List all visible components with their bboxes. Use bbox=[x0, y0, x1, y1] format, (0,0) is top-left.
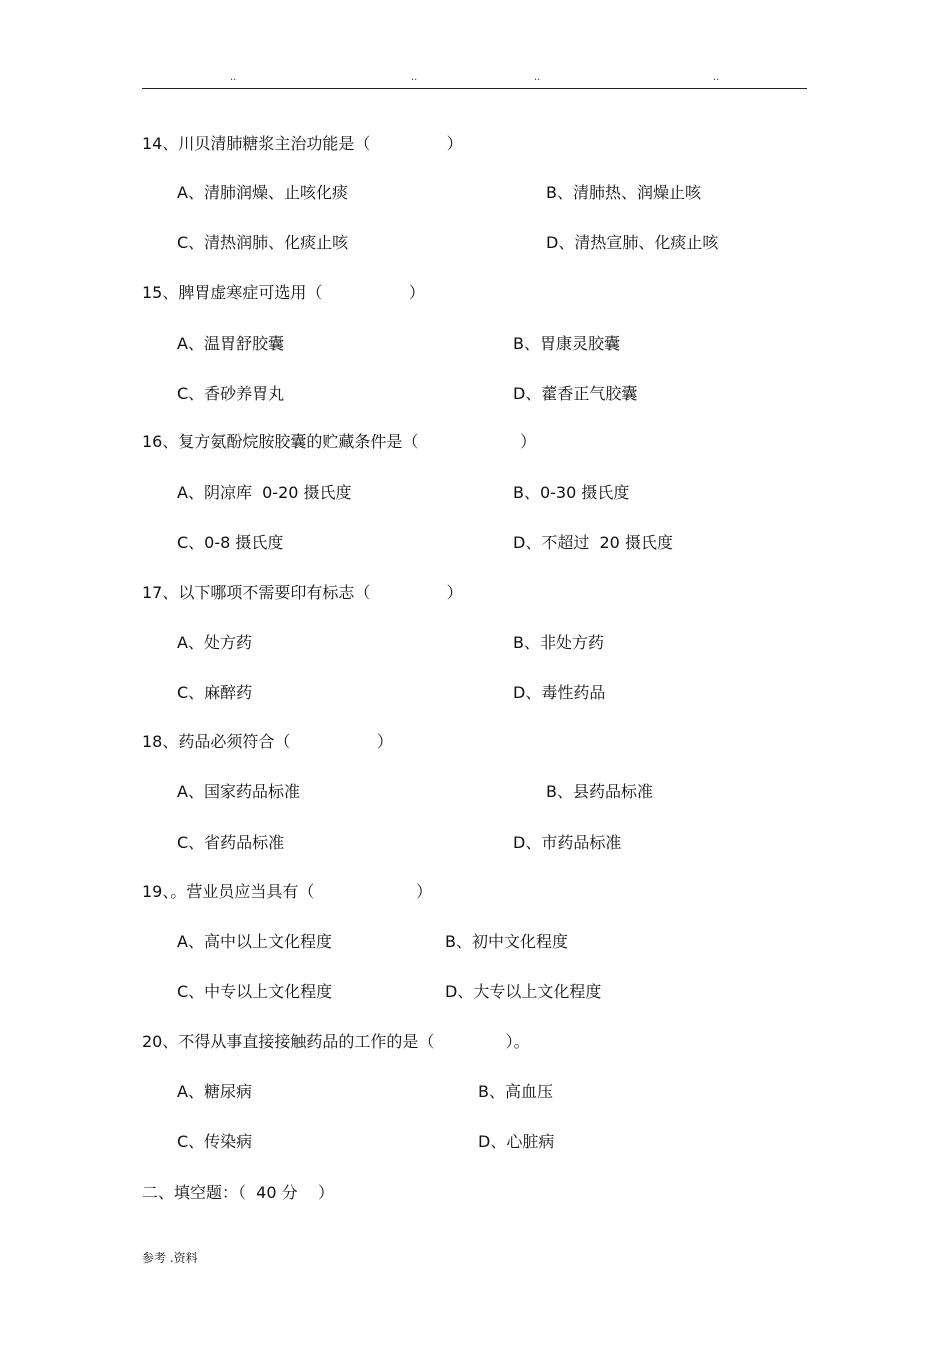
question-16-option-a: A、阴凉库 0-20 摄氏度 bbox=[177, 483, 352, 502]
question-20-stem: 20、不得从事直接接触药品的工作的是（ ）。 bbox=[142, 1032, 530, 1051]
header-dot: .. bbox=[713, 72, 720, 83]
question-17-option-c: C、麻醉药 bbox=[177, 683, 253, 702]
question-15-option-d: D、藿香正气胶囊 bbox=[513, 384, 638, 403]
question-18-option-d: D、市药品标准 bbox=[513, 833, 622, 852]
header-dot: .. bbox=[411, 72, 418, 83]
question-18-stem: 18、药品必须符合（ ） bbox=[142, 732, 393, 751]
header-dot: .. bbox=[230, 72, 237, 83]
question-15-option-b: B、胃康灵胶囊 bbox=[513, 334, 620, 353]
header-dot: .. bbox=[534, 72, 541, 83]
question-17-stem: 17、以下哪项不需要印有标志（ ） bbox=[142, 583, 463, 602]
question-16-stem: 16、复方氨酚烷胺胶囊的贮藏条件是（ ） bbox=[142, 432, 537, 451]
question-14-stem: 14、川贝清肺糖浆主治功能是（ ） bbox=[142, 134, 463, 153]
question-16-option-c: C、0-8 摄氏度 bbox=[177, 533, 284, 552]
question-20-option-d: D、心脏病 bbox=[478, 1132, 555, 1151]
question-16-option-b: B、0-30 摄氏度 bbox=[513, 483, 630, 502]
question-18-option-b: B、县药品标准 bbox=[546, 782, 653, 801]
question-19-stem: 19、。营业员应当具有（ ） bbox=[142, 882, 433, 901]
question-19-option-d: D、大专以上文化程度 bbox=[445, 982, 602, 1001]
section-title-fill-in: 二、填空题：（ 40 分 ） bbox=[142, 1183, 334, 1202]
question-18-option-c: C、省药品标准 bbox=[177, 833, 285, 852]
question-14-option-b: B、清肺热、润燥止咳 bbox=[546, 183, 701, 202]
question-15-option-c: C、香砂养胃丸 bbox=[177, 384, 285, 403]
page-footer: 参考 .资料 bbox=[142, 1251, 198, 1265]
question-17-option-a: A、处方药 bbox=[177, 633, 252, 652]
question-20-option-a: A、糖尿病 bbox=[177, 1082, 252, 1101]
header-rule bbox=[142, 88, 807, 89]
question-20-option-b: B、高血压 bbox=[478, 1082, 553, 1101]
question-16-option-d: D、不超过 20 摄氏度 bbox=[513, 533, 673, 552]
question-19-option-c: C、中专以上文化程度 bbox=[177, 982, 333, 1001]
question-20-option-c: C、传染病 bbox=[177, 1132, 253, 1151]
question-14-option-a: A、清肺润燥、止咳化痰 bbox=[177, 183, 348, 202]
question-14-option-c: C、清热润肺、化痰止咳 bbox=[177, 233, 349, 252]
question-15-stem: 15、脾胃虚寒症可选用（ ） bbox=[142, 283, 425, 302]
question-14-option-d: D、清热宣肺、化痰止咳 bbox=[546, 233, 719, 252]
question-18-option-a: A、国家药品标准 bbox=[177, 782, 300, 801]
question-17-option-d: D、毒性药品 bbox=[513, 683, 606, 702]
question-15-option-a: A、温胃舒胶囊 bbox=[177, 334, 284, 353]
question-19-option-a: A、高中以上文化程度 bbox=[177, 932, 332, 951]
question-19-option-b: B、初中文化程度 bbox=[445, 932, 568, 951]
question-17-option-b: B、非处方药 bbox=[513, 633, 604, 652]
